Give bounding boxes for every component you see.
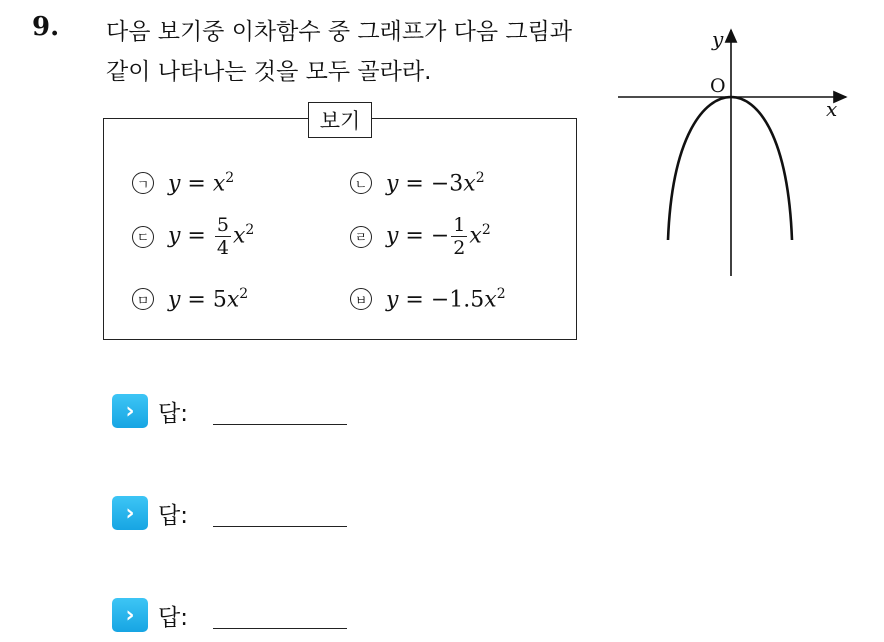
- answer-blank[interactable]: [213, 628, 347, 629]
- question-text: 다음 보기중 이차함수 중 그래프가 다음 그림과 같이 나타나는 것을 모두 골라라.: [106, 19, 573, 85]
- option-a-mark: ㄱ: [132, 172, 154, 194]
- answer-blank[interactable]: [213, 526, 347, 527]
- answer-blank[interactable]: [213, 424, 347, 425]
- y-axis-label: y: [712, 27, 724, 51]
- option-d-fraction: $\frac{1}{2}$: [453, 214, 466, 259]
- option-f-mark: ㅂ: [350, 288, 372, 310]
- option-c-mark: ㄷ: [132, 226, 154, 248]
- option-a: [132, 170, 234, 196]
- chevron-right-icon: ›: [112, 496, 148, 530]
- option-e-mark: ㅁ: [132, 288, 154, 310]
- answer-label: 답:: [158, 502, 188, 529]
- chevron-right-icon: ›: [112, 394, 148, 428]
- option-b-mark: ㄴ: [350, 172, 372, 194]
- answer-row-2: [112, 496, 188, 530]
- option-b-equation: $y = -3x^2$: [386, 170, 485, 197]
- option-d-mark: ㄹ: [350, 226, 372, 248]
- option-c-equation: y = $\frac{5}{4}$ $x^2$: [168, 214, 255, 259]
- option-e-equation: $y = 5x^2$: [168, 286, 249, 313]
- option-d-equation: y = − $\frac{1}{2}$ $x^2$: [386, 214, 491, 259]
- answer-label: 답:: [158, 604, 188, 631]
- option-d: [350, 214, 491, 259]
- parabola-curve: [668, 97, 792, 240]
- question-number: 9.: [32, 12, 60, 42]
- option-f: [350, 286, 506, 312]
- origin-label: O: [710, 75, 726, 97]
- option-c-fraction: $\frac{5}{4}$: [216, 214, 229, 259]
- option-e: [132, 286, 248, 312]
- answer-label: 답:: [158, 400, 188, 427]
- answer-row-3: [112, 598, 188, 632]
- answer-row-1: [112, 394, 188, 428]
- chevron-right-icon: ›: [112, 598, 148, 632]
- x-axis-label: x: [826, 97, 838, 121]
- option-b: [350, 170, 485, 196]
- option-a-equation: $y = x^2$: [168, 170, 235, 197]
- option-f-equation: $y = -1.5x^2$: [386, 286, 506, 313]
- parabola-graph: [612, 26, 852, 282]
- option-c: [132, 214, 254, 259]
- options-box-title: 보기: [308, 102, 372, 138]
